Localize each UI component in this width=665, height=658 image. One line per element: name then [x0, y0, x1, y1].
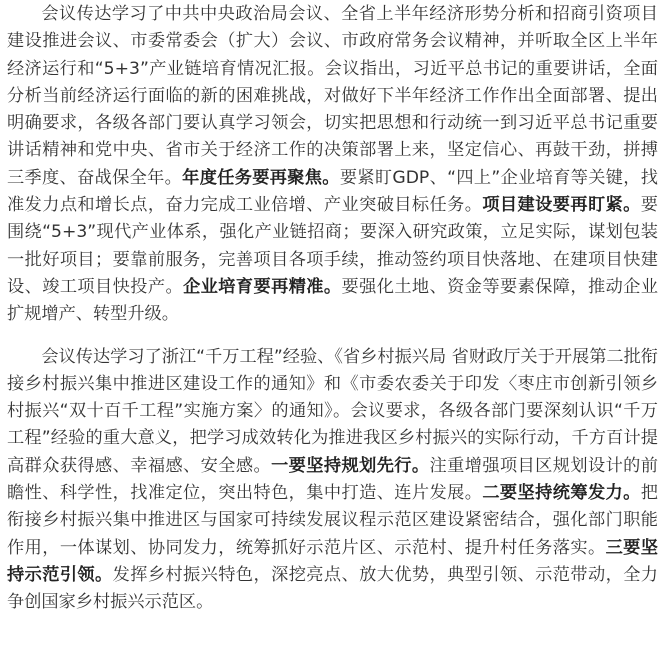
- paragraph-text: 要强化土地、资金等要素保障，推动企业扩规增产、转型升级。: [7, 276, 658, 325]
- paragraph-text: 注重增强项目区规划设计的前瞻性、科学性，找准定位，突出特色，集中打造、连片发展。: [7, 455, 658, 504]
- bold-heading-coordinated-effort: 二要坚持统筹发力。: [482, 483, 641, 504]
- paragraph-text: 发挥乡村振兴特色，深挖亮点、放大优势，典型引领、示范带动，全力争创国家乡村振兴示范区。: [7, 564, 658, 613]
- bold-heading-planning-first: 一要坚持规划先行。: [271, 455, 430, 476]
- bold-heading-demonstration-lead: 三要坚持示范引领。: [7, 537, 658, 585]
- paragraph-text: 把衔接乡村振兴集中推进区与国家可持续发展议程示范区建设紧密结合，强化部门职能作用，一体谋划、协同发力，统筹抓好示范片区、示范村、提升村任务落实。: [7, 483, 658, 558]
- paragraph-rural-revitalization: [7, 344, 658, 617]
- paragraph-text: 要紧盯GDP、“四上”企业培育等关键，找准发力点和增长点，奋力完成工业倍增、产业突破目标任务。: [7, 167, 658, 216]
- bold-heading-enterprise-cultivation: 企业培育要再精准。: [183, 276, 342, 297]
- paragraph-text: 要围绕“5+3”现代产业体系，强化产业链招商；要深入研究政策，立足实际，谋划包装一批好项目；要靠前服务，完善项目各项手续，推动签约项目快落地、在建项目快建设、竣工项目快投产。: [7, 195, 658, 297]
- paragraph-text: 会议传达学习了浙江“千万工程”经验、《省乡村振兴局 省财政厅关于开展第二批衔接乡村振兴集中推进区建设工作的通知》和《市委农委关于印发〈枣庄市创新引领乡村振兴“双十百千工程”实施方案〉的通知》。会议要求，各级各部门要深刻认识“千万工程”经验的重大意义，把学习成效转化为推进我区乡村振兴的实际行动，千方百计提高群众获得感、幸福感、安全感。: [7, 346, 658, 476]
- paragraph-text: 会议传达学习了中共中央政治局会议、全省上半年经济形势分析和招商引资项目建设推进会议、市委常委会（扩大）会议、市政府常务会议精神，并听取全区上半年经济运行和“5+3”产业链培育情况汇报。会议指出，习近平总书记的重要讲话，全面分析当前经济运行面临的新的困难挑战，对做好下半年经济工作作出全面部署、提出明确要求，各级各部门要认真学习领会，切实把思想和行动统一到习近平总书记重要讲话精神和党中央、省市关于经济工作的决策部署上来，坚定信心、再鼓干劲，拼搏三季度、奋战保全年。: [7, 4, 658, 188]
- bold-heading-annual-tasks: 年度任务要再聚焦。: [182, 167, 340, 188]
- bold-heading-project-construction: 项目建设要再盯紧。: [482, 195, 641, 216]
- paragraph-economy: [7, 1, 658, 329]
